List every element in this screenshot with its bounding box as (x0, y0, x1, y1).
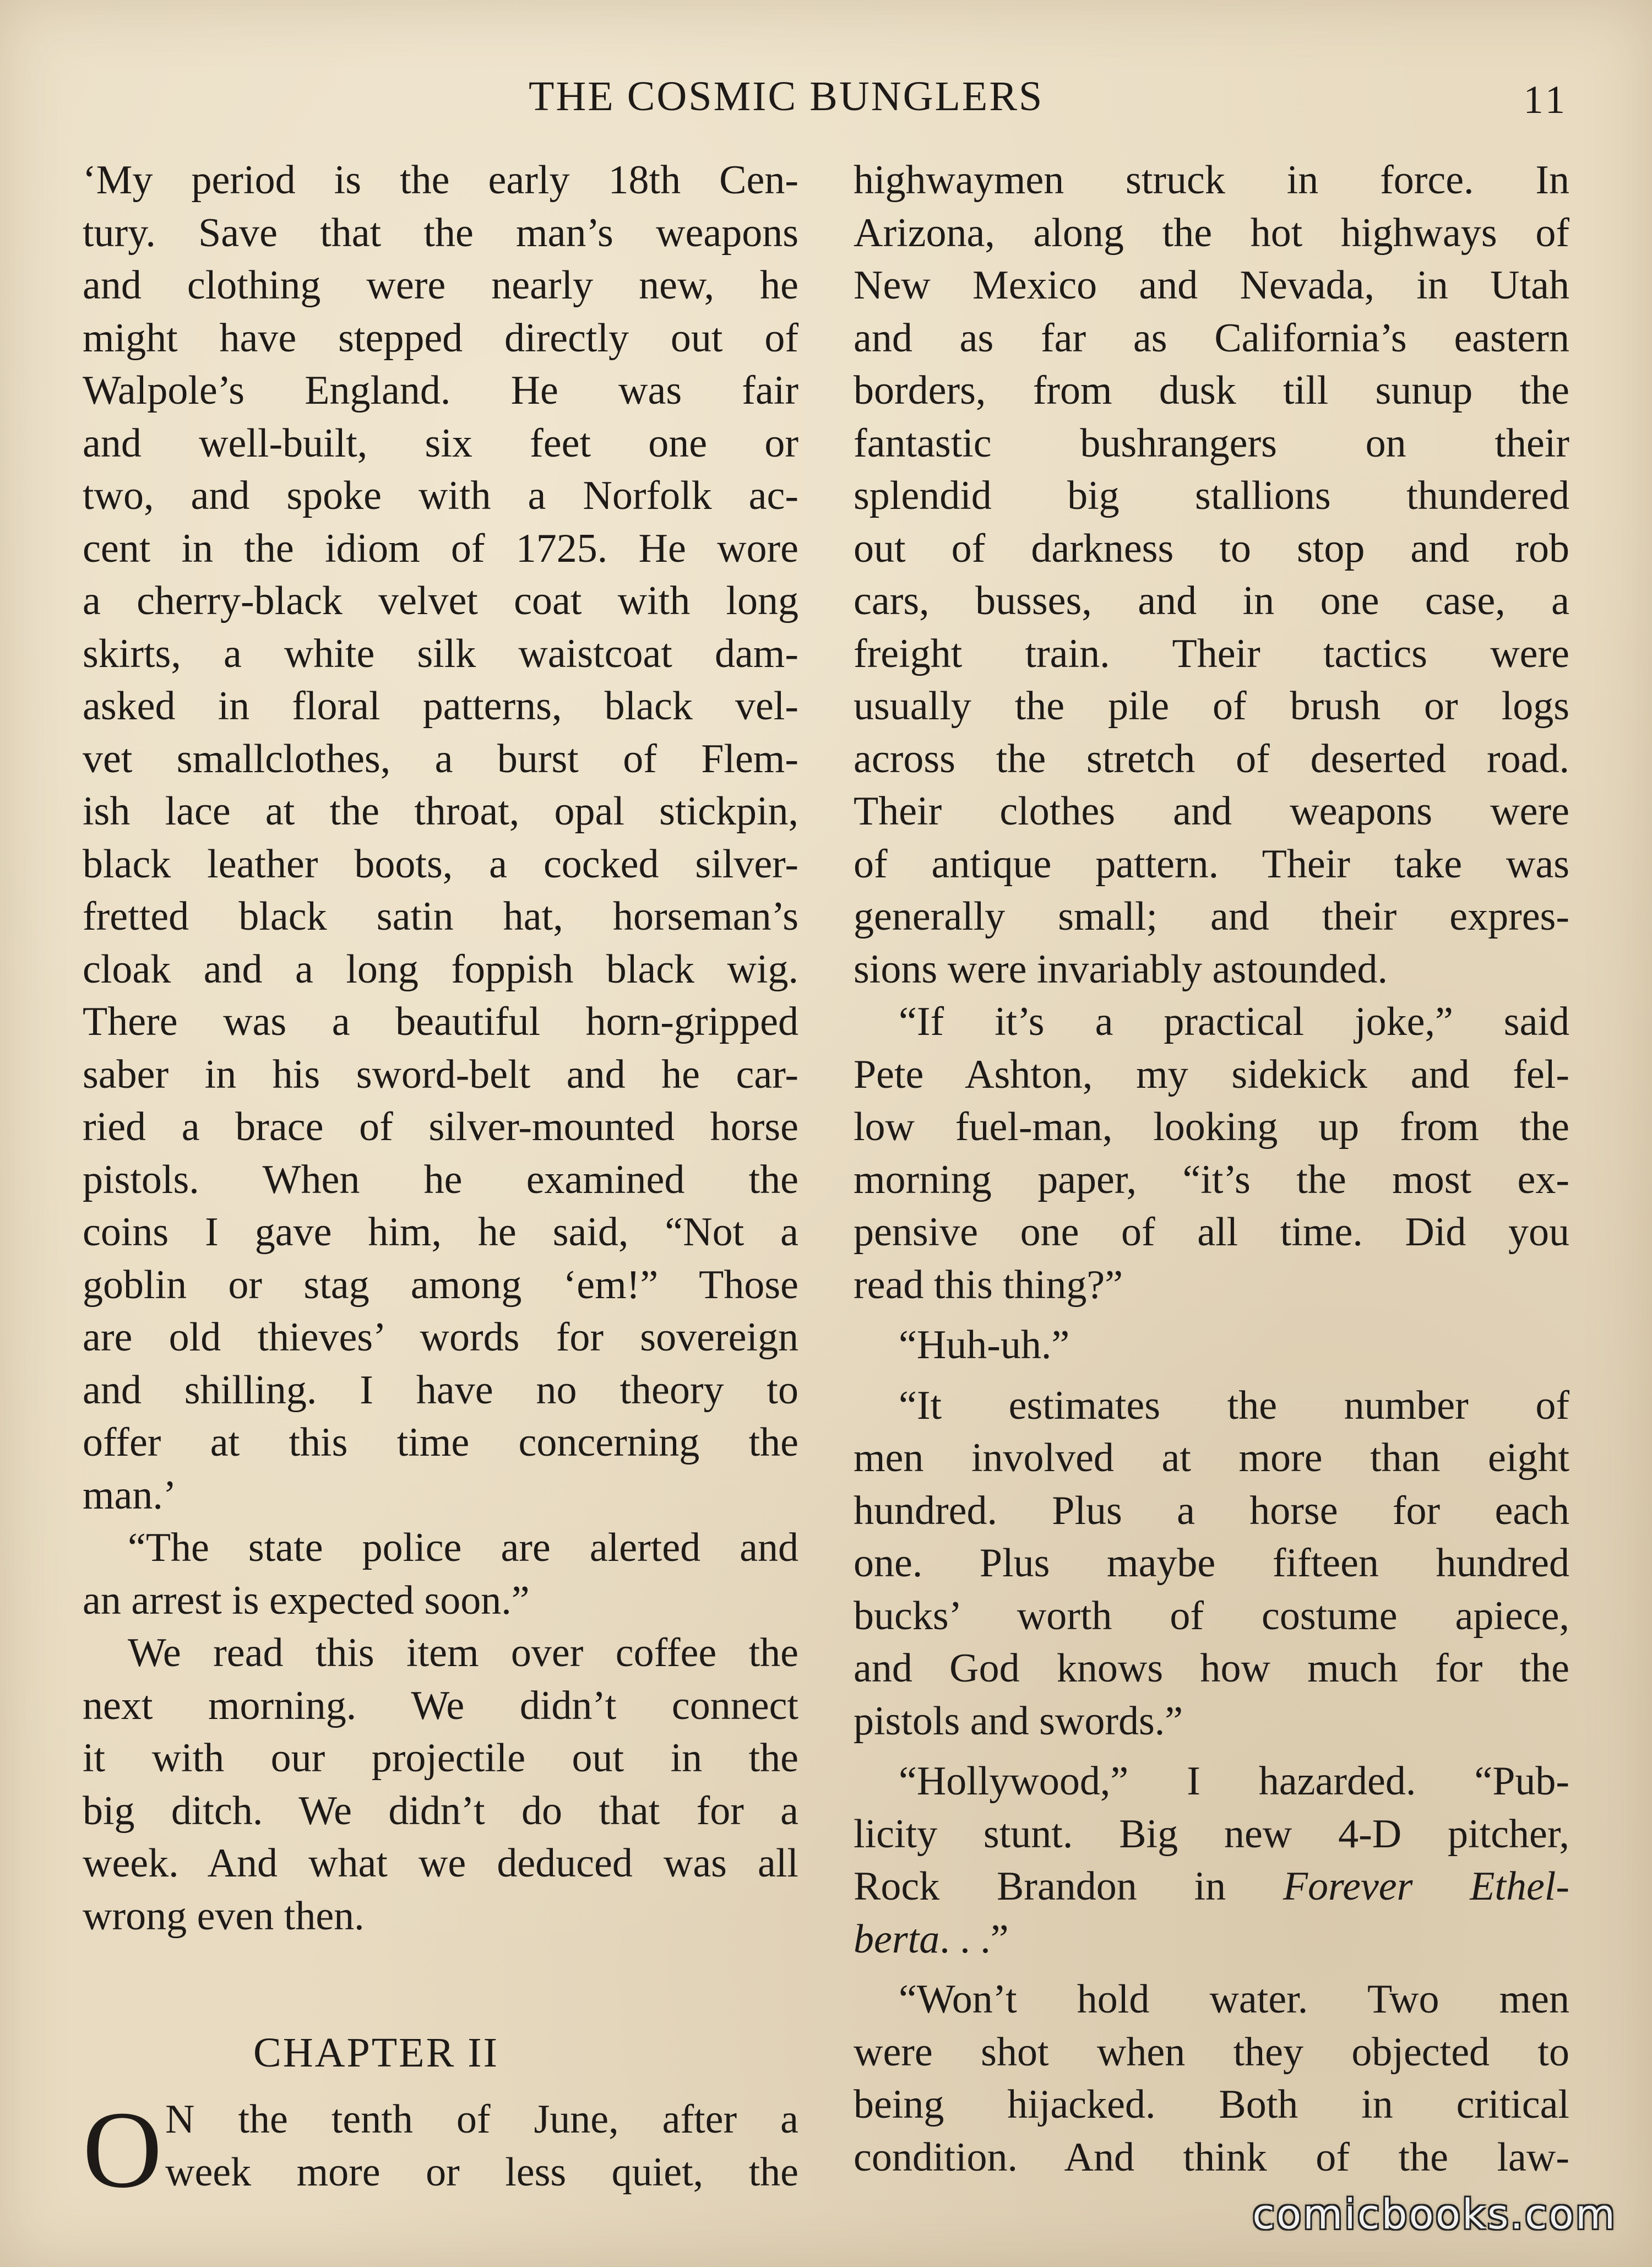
text-line: “Huh-uh.” (899, 1322, 1070, 1368)
chapter-opening (83, 2089, 798, 2211)
text-line: coins I gave him, he said, “Not a (83, 1210, 798, 1255)
text-line: “Won’t hold water. Two men (899, 1977, 1569, 2022)
text-line: cars, busses, and in one case, a (854, 578, 1569, 623)
text-line: ried a brace of silver-mounted horse (83, 1104, 798, 1149)
text-line: wrong even then. (83, 1893, 365, 1939)
text-line: pistols. When he examined the (83, 1157, 798, 1202)
text-line: black leather boots, a cocked silver- (83, 841, 798, 887)
text-line: N the tenth of June, after a (165, 2097, 798, 2142)
text-line: next morning. We didn’t connect (83, 1683, 798, 1728)
paragraph (83, 1627, 798, 1943)
text-line: saber in his sword-belt and he car- (83, 1051, 798, 1097)
text-line: “Hollywood,” I hazarded. “Pub- (899, 1759, 1569, 1804)
paragraph (854, 1755, 1569, 1966)
watermark: comicbooks.com (1252, 2191, 1617, 2238)
italic-title: Forever Ethel- (1283, 1864, 1569, 1909)
text-line: big ditch. We didn’t do that for a (83, 1788, 798, 1834)
paragraph (854, 1380, 1569, 1748)
text-line: out of darkness to stop and rob (854, 525, 1569, 571)
paragraph (854, 996, 1569, 1311)
paragraph (854, 154, 1569, 996)
text-line: a cherry-black velvet coat with long (83, 578, 798, 623)
text-line: “The state police are alerted and (128, 1525, 798, 1570)
text-line: hundred. Plus a horse for each (854, 1488, 1569, 1533)
text-line: it with our projectile out in the (83, 1735, 798, 1781)
text-line: are old thieves’ words for sovereign (83, 1315, 798, 1360)
text-line (854, 1913, 1569, 1966)
text-line: might have stepped directly out of (83, 315, 798, 361)
right-column (854, 154, 1569, 2184)
text-line: Arizona, along the hot highways of (854, 210, 1569, 256)
text-line: cloak and a long foppish black wig. (83, 946, 798, 992)
text-line: vet smallclothes, a burst of Flem- (83, 736, 798, 782)
text-line: highwaymen struck in force. In (854, 158, 1569, 203)
text-line: cent in the idiom of 1725. He wore (83, 525, 798, 571)
text-line: across the stretch of deserted road. (854, 736, 1569, 782)
text-line: goblin or stag among ‘em!” Those (83, 1262, 798, 1308)
text-line: There was a beautiful horn-gripped (83, 999, 798, 1044)
text-line: offer at this time concerning the (83, 1420, 798, 1465)
text-line: asked in floral patterns, black vel- (83, 684, 798, 729)
text-line: Their clothes and weapons were (854, 789, 1569, 834)
text-fragment: . . .” (939, 1916, 1009, 1962)
text-line: splendid big stallions thundered (854, 473, 1569, 518)
text-line: being hijacked. Both in critical (854, 2082, 1569, 2127)
text-line: fantastic bushrangers on their (854, 420, 1569, 466)
paragraph (854, 1973, 1569, 2184)
text-line: bucks’ worth of costume apiece, (854, 1593, 1569, 1639)
text-line: We read this item over coffee the (128, 1630, 798, 1675)
text-line: low fuel-man, looking up from the (854, 1104, 1569, 1149)
text-line: men involved at more than eight (854, 1435, 1569, 1480)
text-line: freight train. Their tactics were (854, 631, 1569, 676)
text-line: one. Plus maybe fifteen hundred (854, 1541, 1569, 1586)
running-title: THE COSMIC BUNGLERS (529, 73, 1044, 120)
text-line: “It estimates the number of (899, 1382, 1569, 1428)
text-fragment: Rock Brandon in (854, 1864, 1283, 1909)
text-line: skirts, a white silk waistcoat dam- (83, 631, 798, 676)
text-line: licity stunt. Big new 4-D pitcher, (854, 1811, 1569, 1857)
text-line: ish lace at the throat, opal stickpin, (83, 789, 798, 834)
paragraph (83, 154, 798, 1522)
text-line: and God knows how much for the (854, 1646, 1569, 1691)
text-line: an arrest is expected soon.” (83, 1577, 530, 1623)
text-line: borders, from dusk till sunup the (854, 368, 1569, 413)
italic-title: berta (854, 1916, 940, 1962)
text-line: and clothing were nearly new, he (83, 263, 798, 308)
text-line: New Mexico and Nevada, in Utah (854, 263, 1569, 308)
text-line: and shilling. I have no theory to (83, 1367, 798, 1413)
text-line: pistols and swords.” (854, 1698, 1183, 1744)
text-line: pensive one of all time. Did you (854, 1210, 1569, 1255)
drop-cap: O (83, 2089, 162, 2211)
text-line: Pete Ashton, my sidekick and fel- (854, 1051, 1569, 1097)
text-line: of antique pattern. Their take was (854, 841, 1569, 887)
text-line: “If it’s a practical joke,” said (899, 999, 1569, 1044)
text-line: usually the pile of brush or logs (854, 684, 1569, 729)
text-line: two, and spoke with a Norfolk ac- (83, 473, 798, 518)
paragraph (854, 1319, 1569, 1372)
chapter-heading: CHAPTER II (253, 2030, 499, 2076)
text-line: were shot when they objected to (854, 2029, 1569, 2075)
text-line: and well-built, six feet one or (83, 420, 798, 466)
left-column (83, 154, 798, 2211)
text-line (854, 1861, 1569, 1913)
text-line: week more or less quiet, the (165, 2149, 798, 2195)
text-line: condition. And think of the law- (854, 2134, 1569, 2180)
text-line: sions were invariably astounded. (854, 946, 1388, 992)
text-line: fretted black satin hat, horseman’s (83, 894, 798, 939)
page-number: 11 (1523, 78, 1568, 122)
text-line: ‘My period is the early 18th Cen- (83, 158, 798, 203)
text-line: and as far as California’s eastern (854, 315, 1569, 361)
text-line: Walpole’s England. He was fair (83, 368, 798, 413)
text-line: read this thing?” (854, 1262, 1123, 1308)
text-line: generally small; and their expres- (854, 894, 1569, 939)
text-line: morning paper, “it’s the most ex- (854, 1157, 1569, 1202)
text-line: week. And what we deduced was all (83, 1841, 798, 1886)
text-line: tury. Save that the man’s weapons (83, 210, 798, 256)
text-line: man.’ (83, 1472, 177, 1518)
paragraph (83, 1522, 798, 1627)
